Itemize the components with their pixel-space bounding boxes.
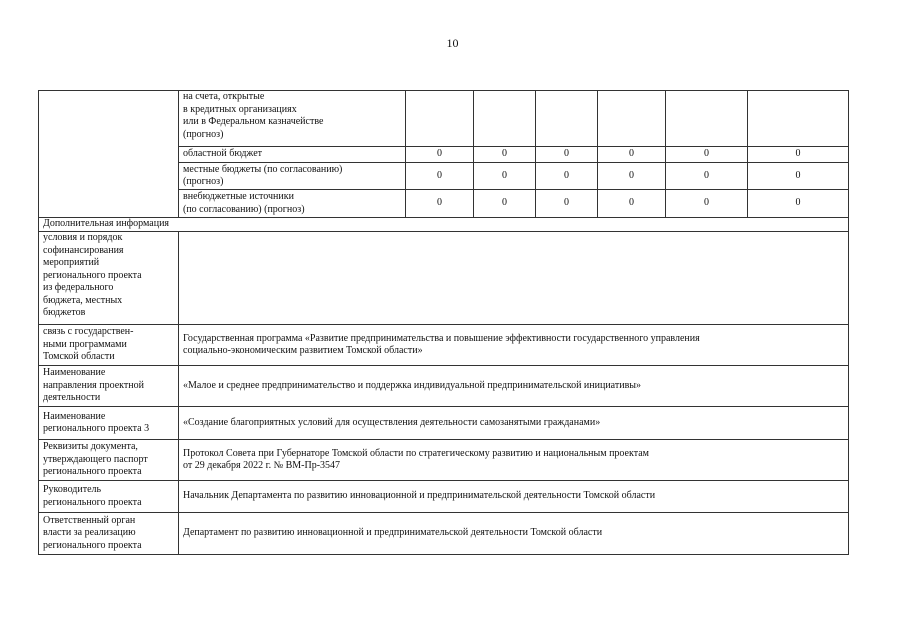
finance-value — [666, 91, 748, 147]
page-number: 10 — [446, 36, 459, 50]
finance-value: 0 — [666, 147, 748, 163]
finance-value — [598, 91, 666, 147]
finance-value — [536, 91, 598, 147]
finance-row-label: местные бюджеты (по согласованию) (прогноз) — [179, 163, 406, 190]
finance-value: 0 — [598, 147, 666, 163]
info-row — [39, 325, 849, 366]
finance-value — [406, 91, 474, 147]
finance-row — [39, 91, 849, 147]
info-row — [39, 407, 849, 440]
info-row — [39, 232, 849, 325]
finance-value: 0 — [406, 163, 474, 190]
info-value: «Малое и среднее предпринимательство и поддержка индивидуальной предпринимательской инициативы» — [179, 366, 849, 407]
info-value — [179, 232, 849, 325]
empty-cell — [39, 91, 179, 218]
finance-value: 0 — [536, 163, 598, 190]
finance-value: 0 — [536, 190, 598, 218]
info-value: «Создание благоприятных условий для осуществления деятельности самозанятыми гражданами» — [179, 407, 849, 440]
info-value: Департамент по развитию инновационной и предпринимательской деятельности Томской области — [179, 513, 849, 555]
info-label: Ответственный орган власти за реализацию регионального проекта — [39, 513, 179, 555]
info-value: Государственная программа «Развитие предпринимательства и повышение эффективности государственного управления социально-экономическим развитием Томской области» — [179, 325, 849, 366]
finance-value: 0 — [748, 190, 849, 218]
info-label: условия и порядок софинансирования мероприятий регионального проекта из федерального бюджета, местных бюджетов — [39, 232, 179, 325]
finance-value: 0 — [406, 147, 474, 163]
info-row — [39, 481, 849, 513]
info-row — [39, 366, 849, 407]
finance-row-label: областной бюджет — [179, 147, 406, 163]
project-passport-table — [38, 90, 849, 555]
finance-value: 0 — [474, 190, 536, 218]
finance-value: 0 — [598, 190, 666, 218]
info-label: Реквизиты документа, утверждающего паспорт регионального проекта — [39, 440, 179, 481]
info-value: Начальник Департамента по развитию инновационной и предпринимательской деятельности Томской области — [179, 481, 849, 513]
finance-row-label: внебюджетные источники (по согласованию) (прогноз) — [179, 190, 406, 218]
info-row — [39, 513, 849, 555]
finance-row-label: на счета, открытые в кредитных организациях или в Федеральном казначействе (прогноз) — [179, 91, 406, 147]
info-label: Руководитель регионального проекта — [39, 481, 179, 513]
finance-value: 0 — [598, 163, 666, 190]
section-header: Дополнительная информация — [39, 218, 849, 232]
finance-value: 0 — [406, 190, 474, 218]
finance-value: 0 — [474, 163, 536, 190]
finance-value: 0 — [666, 163, 748, 190]
finance-value: 0 — [748, 163, 849, 190]
info-row — [39, 440, 849, 481]
info-label: связь с государствен- ными программами Томской области — [39, 325, 179, 366]
finance-value — [474, 91, 536, 147]
info-value: Протокол Совета при Губернаторе Томской области по стратегическому развитию и национальным проектам от 29 декабря 2022 г. № ВМ-Пр-3547 — [179, 440, 849, 481]
finance-value: 0 — [536, 147, 598, 163]
finance-value — [748, 91, 849, 147]
finance-value: 0 — [474, 147, 536, 163]
finance-value: 0 — [748, 147, 849, 163]
info-label: Наименование направления проектной деятельности — [39, 366, 179, 407]
info-label: Наименование регионального проекта 3 — [39, 407, 179, 440]
finance-value: 0 — [666, 190, 748, 218]
section-header-row — [39, 218, 849, 232]
